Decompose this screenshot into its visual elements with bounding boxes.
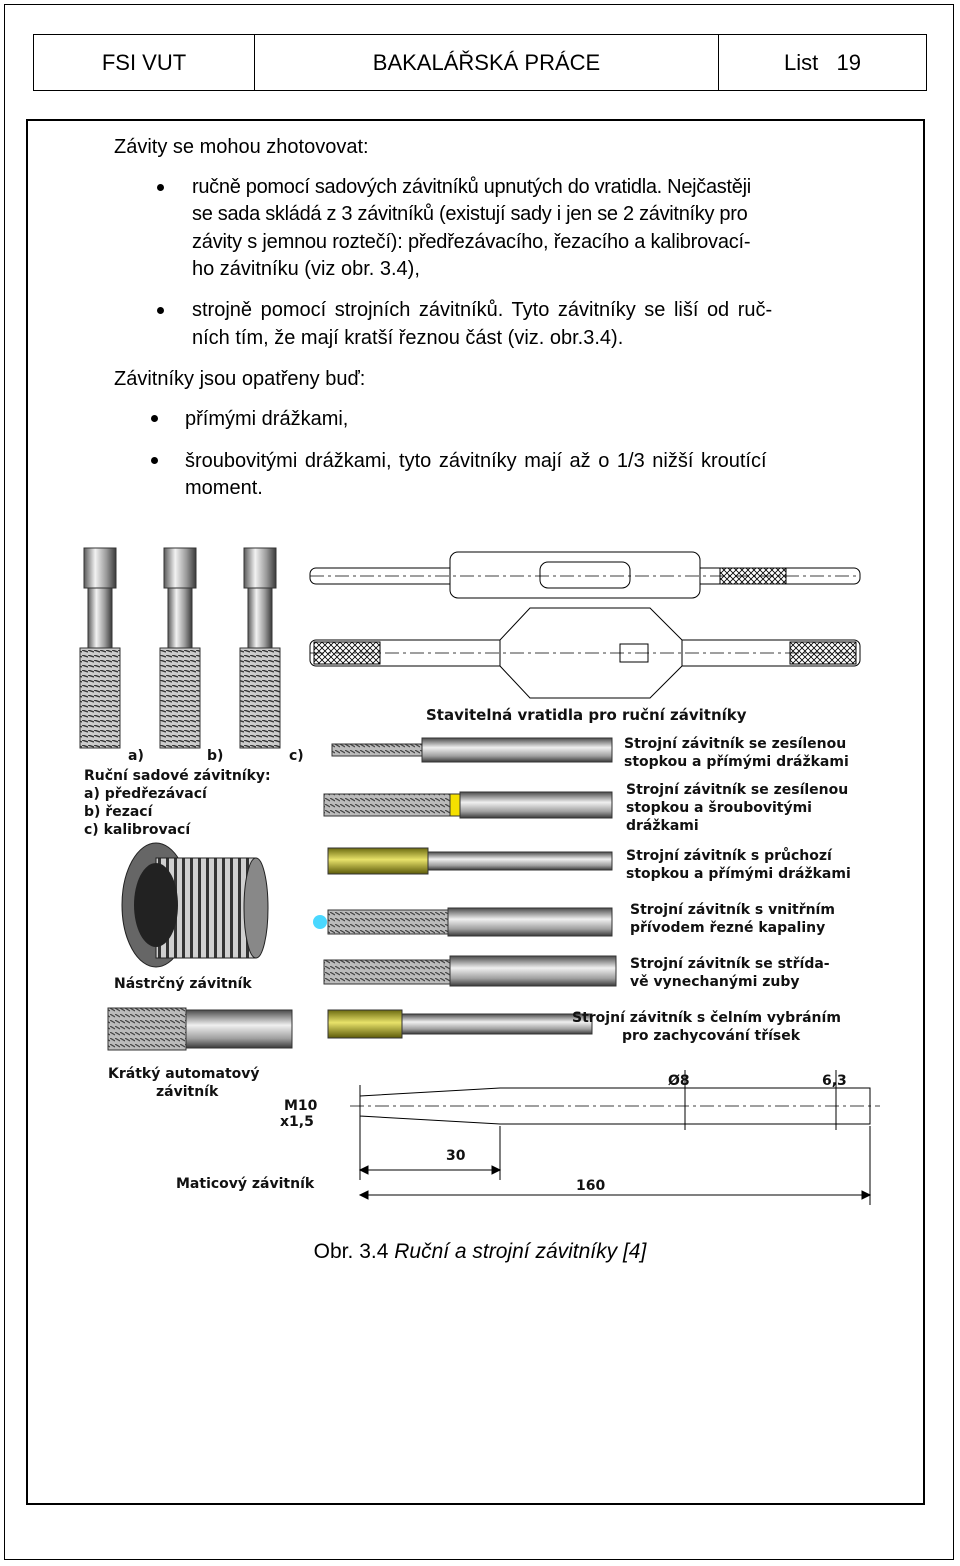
machine-tap-5-label: vě vynechanými zuby <box>630 974 800 990</box>
machine-tap-2-label: drážkami <box>626 818 699 834</box>
machine-tap-3-label: stopkou a přímými drážkami <box>626 866 851 882</box>
hand-tap-c-label: c) <box>289 748 304 764</box>
list-item-line: závity s jemnou roztečí): předřezávacího, řezacího a kalibrovací- <box>192 231 751 253</box>
list-item-line: moment. <box>185 477 263 499</box>
socket-tap <box>122 843 268 967</box>
socket-tap-label: Nástrčný závitník <box>114 976 252 992</box>
hand-tap-a <box>80 548 120 748</box>
machine-tap-1 <box>332 738 612 762</box>
dimension-label: 160 <box>576 1178 606 1194</box>
page-header <box>33 34 927 91</box>
bullet <box>157 307 164 314</box>
machine-tap-2 <box>324 792 612 818</box>
nut-tap-size: M10 <box>284 1098 318 1114</box>
bullet <box>157 184 164 191</box>
nut-tap-size: x1,5 <box>280 1114 314 1130</box>
nut-tap-drawing <box>350 1070 880 1205</box>
tap-wrench-2 <box>310 608 860 698</box>
intro-text: Závity se mohou zhotovovat: <box>114 136 369 158</box>
dimension-label: 30 <box>446 1148 466 1164</box>
list-item-line: ních tím, že mají kratší řeznou část (viz. obr.3.4). <box>192 327 624 349</box>
machine-tap-4 <box>313 908 612 936</box>
dimension-label: Ø8 <box>668 1073 690 1089</box>
list-item-line: strojně pomocí strojních závitníků. Tyto závitníky se liší od ruč- <box>192 299 773 321</box>
header-title: BAKALÁŘSKÁ PRÁCE <box>255 35 719 90</box>
bullet <box>151 457 158 464</box>
short-automatic-tap <box>108 1008 292 1050</box>
machine-tap-2-label: Strojní závitník se zesílenou <box>626 782 849 798</box>
taps-figure <box>70 540 900 1210</box>
hand-taps-item: a) předřezávací <box>84 786 207 802</box>
tap-wrench-1 <box>310 552 860 598</box>
list-item-line: se sada skládá z 3 závitníků (existují sady i jen se 2 závitníky pro <box>192 203 748 225</box>
list-item-line: přímými drážkami, <box>185 408 349 430</box>
caption-prefix: Obr. 3.4 <box>313 1240 395 1263</box>
machine-tap-2-label: stopkou a šroubovitými <box>626 800 812 816</box>
short-automatic-tap-label: Krátký automatový <box>108 1066 260 1082</box>
list-item-line: ručně pomocí sadových závitníků upnutých do vratidla. Nejčastěji <box>192 176 751 198</box>
machine-tap-1-label: stopkou a přímými drážkami <box>624 754 849 770</box>
machine-tap-6-label: Strojní závitník s čelním vybráním <box>572 1010 841 1026</box>
hand-tap-a-label: a) <box>128 748 144 764</box>
machine-tap-6 <box>328 1010 592 1038</box>
header-institution: FSI VUT <box>34 35 255 90</box>
hand-taps-item: b) řezací <box>84 804 153 820</box>
nut-tap-label: Maticový závitník <box>176 1176 315 1192</box>
tap-wrench-label: Stavitelná vratidla pro ruční závitníky <box>426 706 747 724</box>
list-item-line: ho závitníku (viz obr. 3.4), <box>192 258 420 280</box>
hand-tap-b-label: b) <box>207 748 224 764</box>
list-item-line: šroubovitými drážkami, tyto závitníky mají až o 1/3 nižší kroutící <box>185 450 767 472</box>
hand-taps-title: Ruční sadové závitníky: <box>84 768 271 784</box>
hand-taps-item: c) kalibrovací <box>84 822 191 838</box>
machine-tap-4-label: Strojní závitník s vnitřním <box>630 902 835 918</box>
machine-tap-1-label: Strojní závitník se zesílenou <box>624 736 847 752</box>
hand-tap-b <box>160 548 200 748</box>
figure-caption <box>0 1240 960 1264</box>
header-page-number: List 19 <box>783 49 862 75</box>
hand-tap-c <box>240 548 280 748</box>
bullet <box>151 415 158 422</box>
machine-tap-3 <box>328 848 612 874</box>
machine-tap-5 <box>324 956 616 986</box>
machine-tap-6-label: pro zachycování třísek <box>622 1028 801 1044</box>
dimension-label: 6,3 <box>822 1073 847 1089</box>
machine-tap-4-label: přívodem řezné kapaliny <box>630 920 826 936</box>
short-automatic-tap-label: závitník <box>156 1084 219 1100</box>
machine-tap-3-label: Strojní závitník s průchozí <box>626 848 832 864</box>
machine-tap-5-label: Strojní závitník se střída- <box>630 956 830 972</box>
paragraph-text: Závitníky jsou opatřeny buď: <box>114 368 366 390</box>
caption-title: Ruční a strojní závitníky [4] <box>394 1240 647 1263</box>
